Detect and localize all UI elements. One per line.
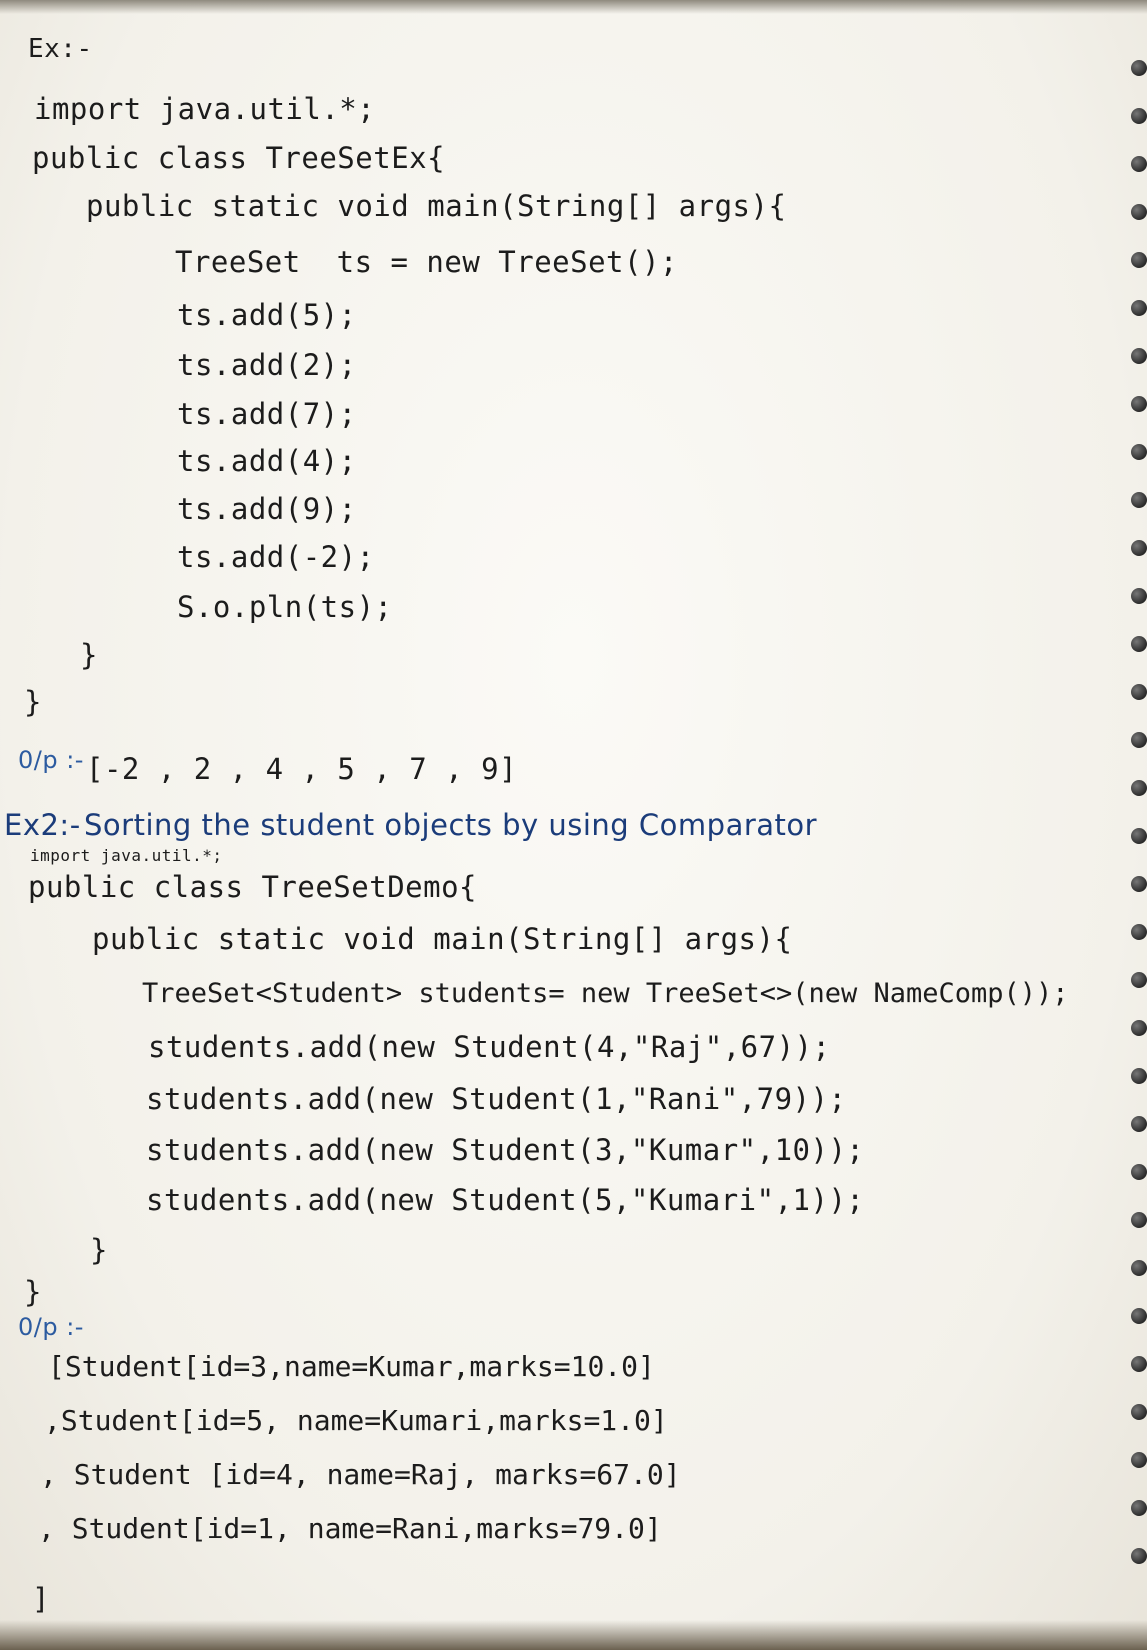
output2-line-4: , Student[id=1, name=Rani,marks=79.0]	[38, 1512, 662, 1545]
bottom-edge-shadow	[0, 1620, 1147, 1650]
code-line-main: public static void main(String[] args){	[86, 189, 787, 223]
code-line-add-3: ts.add(7);	[177, 397, 357, 431]
code-line-add-5: ts.add(9);	[177, 492, 357, 526]
code2-line-add-3: students.add(new Student(3,"Kumar",10));	[146, 1133, 865, 1167]
output2-close: ]	[32, 1582, 50, 1616]
code2-line-add-4: students.add(new Student(5,"Kumari",1));	[146, 1183, 865, 1217]
example2-import: import java.util.*;	[30, 846, 223, 865]
output-label: 0/p :-	[18, 746, 84, 774]
code2-line-add-1: students.add(new Student(4,"Raj",67));	[148, 1030, 831, 1064]
code2-line-close-class: }	[24, 1275, 42, 1309]
output-value: [-2 , 2 , 4 , 5 , 7 , 9]	[86, 752, 518, 786]
code-line-add-2: ts.add(2);	[177, 348, 357, 382]
code-line-treeset: TreeSet ts = new TreeSet();	[175, 245, 678, 279]
code-line-print: S.o.pln(ts);	[177, 590, 393, 624]
spiral-binding	[1125, 40, 1147, 1600]
example2-label: Ex2:-	[4, 808, 81, 842]
output2-line-3: , Student [id=4, name=Raj, marks=67.0]	[40, 1458, 681, 1491]
code-line-add-4: ts.add(4);	[177, 444, 357, 478]
code2-line-main: public static void main(String[] args){	[92, 922, 793, 956]
example1-label: Ex:-	[28, 34, 93, 64]
code-line-import: import java.util.*;	[34, 92, 376, 126]
code-line-class: public class TreeSetEx{	[32, 141, 446, 175]
code-line-add-1: ts.add(5);	[177, 298, 357, 332]
code2-line-add-2: students.add(new Student(1,"Rani",79));	[146, 1082, 847, 1116]
code2-line-close-method: }	[90, 1233, 108, 1267]
code-line-close-method: }	[80, 638, 98, 672]
example2-heading: Sorting the student objects by using Comparator	[84, 808, 818, 842]
code-line-add-6: ts.add(-2);	[177, 540, 375, 574]
code2-line-class: public class TreeSetDemo{	[28, 870, 477, 904]
output2-line-1: [Student[id=3,name=Kumar,marks=10.0]	[48, 1350, 655, 1383]
output2-line-2: ,Student[id=5, name=Kumari,marks=1.0]	[44, 1404, 668, 1437]
top-edge-shadow	[0, 0, 1147, 14]
output2-label: 0/p :-	[18, 1313, 84, 1341]
code-line-close-class: }	[24, 685, 42, 719]
code2-line-treeset: TreeSet<Student> students= new TreeSet<>(new NameComp());	[142, 978, 1069, 1009]
